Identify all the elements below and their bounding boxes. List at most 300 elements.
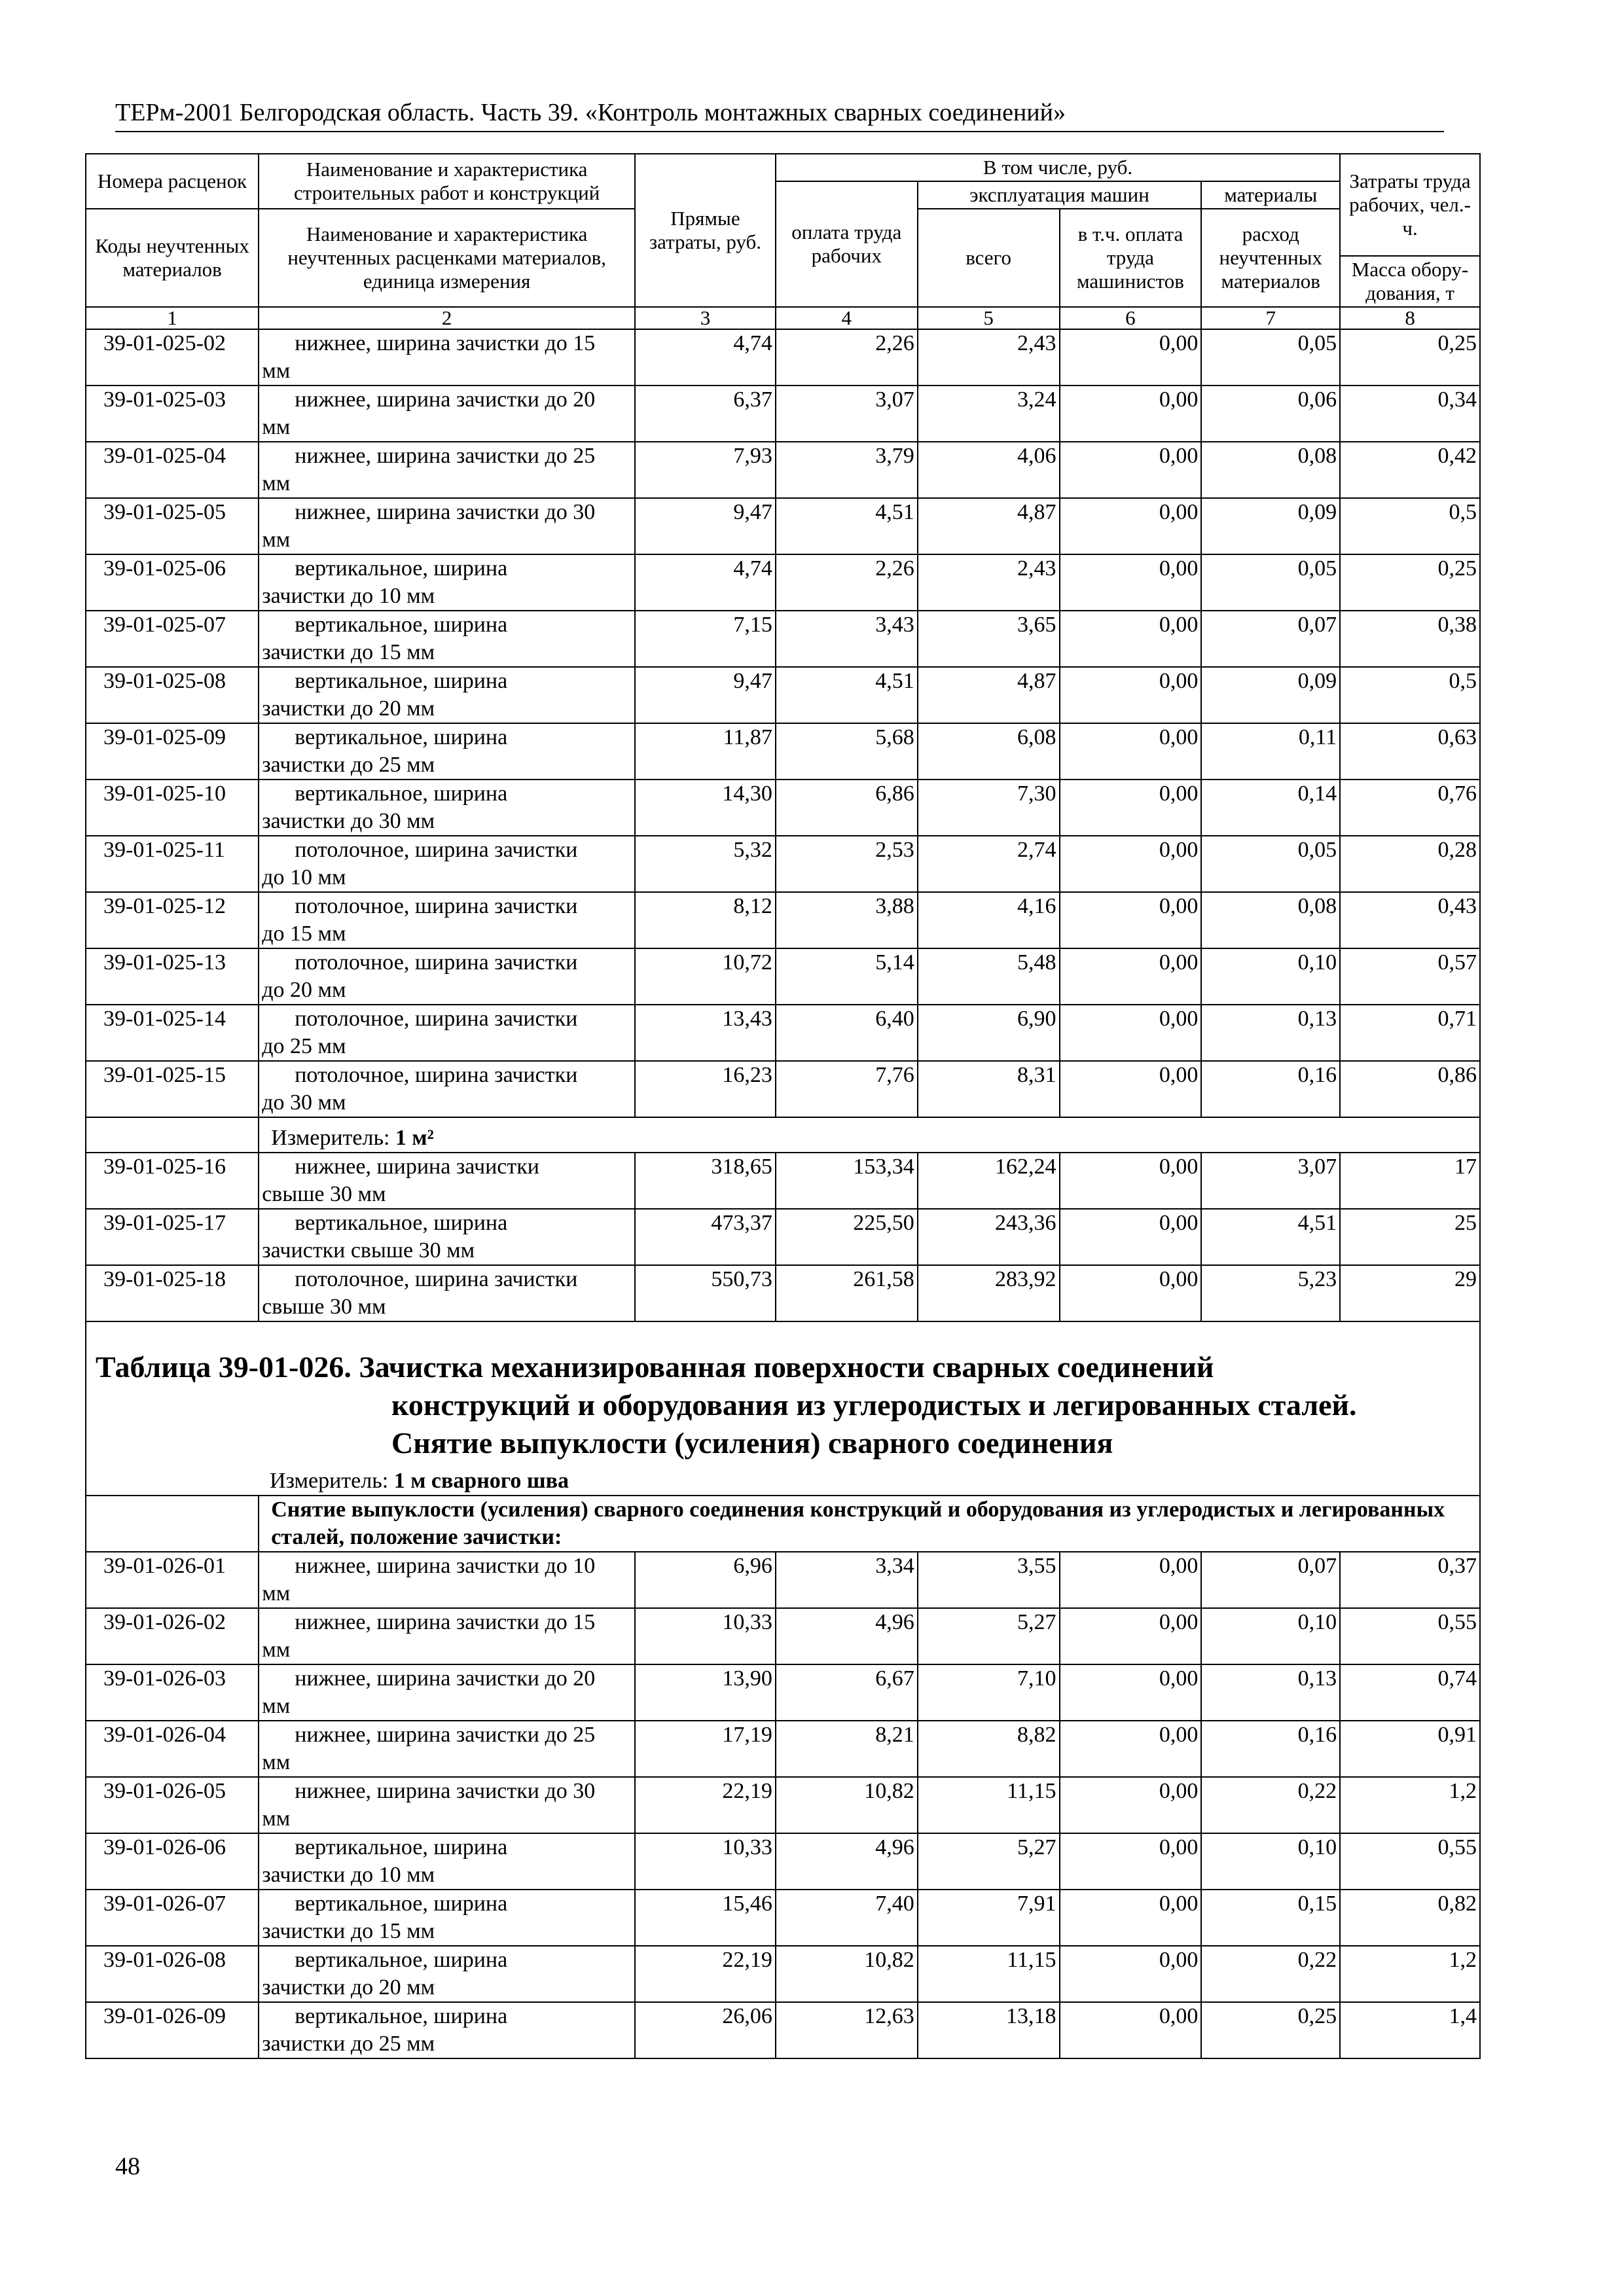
rate-name-line-1: нижнее, ширина зачистки до 20 [295, 387, 596, 412]
rate-code: 39-01-025-10 [86, 780, 259, 836]
rate-name-line-2: зачистки до 15 мм [262, 640, 435, 664]
direct-costs: 4,74 [635, 329, 776, 386]
labor-hours: 0,09 [1201, 667, 1340, 723]
rate-name [259, 329, 635, 386]
labor-hours: 0,07 [1201, 1552, 1340, 1608]
machines-total: 11,15 [918, 1946, 1060, 2002]
rate-name-line-2: свыше 30 мм [262, 1295, 386, 1319]
labor-hours: 4,51 [1201, 1209, 1340, 1265]
direct-costs: 10,33 [635, 1608, 776, 1664]
column-number: 3 [635, 307, 776, 329]
machines-total: 5,27 [918, 1833, 1060, 1890]
meter-label: Измеритель: [271, 1126, 390, 1150]
rate-name [259, 386, 635, 442]
machinist-pay: 0,00 [1060, 1777, 1202, 1833]
machines-total: 11,15 [918, 1777, 1060, 1833]
rate-name-line-1: вертикальное, ширина [295, 669, 508, 693]
labor-hours: 0,05 [1201, 329, 1340, 386]
equipment-mass: 0,74 [1340, 1664, 1480, 1721]
direct-costs: 22,19 [635, 1946, 776, 2002]
rate-name [259, 723, 635, 780]
labor-hours: 0,09 [1201, 498, 1340, 554]
rate-code: 39-01-026-02 [86, 1608, 259, 1664]
worker-pay: 2,26 [776, 554, 918, 611]
labor-hours: 0,05 [1201, 836, 1340, 892]
table-row [86, 1890, 1480, 1946]
rate-name-line-2: мм [262, 1638, 291, 1662]
page-number: 48 [115, 2153, 140, 2180]
worker-pay: 6,86 [776, 780, 918, 836]
worker-pay: 3,43 [776, 611, 918, 667]
machinist-pay: 0,00 [1060, 1721, 1202, 1777]
equipment-mass: 0,34 [1340, 386, 1480, 442]
rate-name-line-2: мм [262, 1581, 291, 1605]
equipment-mass: 0,82 [1340, 1890, 1480, 1946]
rate-name-line-1: вертикальное, ширина [295, 725, 508, 749]
worker-pay: 153,34 [776, 1153, 918, 1209]
meter-unit: 1 м² [395, 1126, 434, 1150]
worker-pay: 6,67 [776, 1664, 918, 1721]
table-row [86, 1664, 1480, 1721]
worker-pay: 12,63 [776, 2002, 918, 2058]
machinist-pay: 0,00 [1060, 1946, 1202, 2002]
table-row [86, 1265, 1480, 1321]
direct-costs: 6,96 [635, 1552, 776, 1608]
table-row [86, 1209, 1480, 1265]
worker-pay: 7,40 [776, 1890, 918, 1946]
equipment-mass: 0,5 [1340, 498, 1480, 554]
rate-name [259, 1777, 635, 1833]
rate-name-line-1: вертикальное, ширина [295, 556, 508, 581]
rate-name-line-2: зачистки до 25 мм [262, 2032, 435, 2056]
labor-hours: 0,13 [1201, 1005, 1340, 1061]
labor-hours: 0,16 [1201, 1061, 1340, 1117]
machinist-pay: 0,00 [1060, 554, 1202, 611]
rate-name-line-1: вертикальное, ширина [295, 2004, 508, 2028]
equipment-mass: 0,57 [1340, 948, 1480, 1005]
rate-name-line-2: мм [262, 1750, 291, 1774]
machines-total: 3,24 [918, 386, 1060, 442]
equipment-mass: 0,28 [1340, 836, 1480, 892]
rate-code: 39-01-025-06 [86, 554, 259, 611]
rate-name-line-1: потолочное, ширина зачистки [295, 1063, 578, 1087]
labor-hours: 0,10 [1201, 1608, 1340, 1664]
table-row [86, 1833, 1480, 1890]
rate-name-line-1: нижнее, ширина зачистки [295, 1155, 539, 1179]
machinist-pay: 0,00 [1060, 1833, 1202, 1890]
direct-costs: 7,93 [635, 442, 776, 498]
rate-name [259, 836, 635, 892]
rate-name-line-1: нижнее, ширина зачистки до 30 [295, 500, 596, 524]
machines-total: 8,31 [918, 1061, 1060, 1117]
column-number: 5 [918, 307, 1060, 329]
rate-code: 39-01-025-09 [86, 723, 259, 780]
direct-costs: 22,19 [635, 1777, 776, 1833]
equipment-mass: 0,37 [1340, 1552, 1480, 1608]
table-row [86, 1153, 1480, 1209]
rate-name-line-2: мм [262, 1806, 291, 1831]
header-machinist-pay: в т.ч. оплата труда машинистов [1060, 209, 1202, 307]
worker-pay: 3,34 [776, 1552, 918, 1608]
machines-total: 4,87 [918, 667, 1060, 723]
direct-costs: 14,30 [635, 780, 776, 836]
machines-total: 13,18 [918, 2002, 1060, 2058]
table-row [86, 1777, 1480, 1833]
header-worker-pay: оплата труда рабочих [776, 181, 918, 307]
labor-hours: 0,08 [1201, 442, 1340, 498]
rate-name-line-1: потолочное, ширина зачистки [295, 950, 578, 975]
worker-pay: 7,76 [776, 1061, 918, 1117]
labor-hours: 0,22 [1201, 1946, 1340, 2002]
column-number: 2 [259, 307, 635, 329]
labor-hours: 0,11 [1201, 723, 1340, 780]
labor-hours: 0,06 [1201, 386, 1340, 442]
header-direct-costs: Прямые затраты, руб. [635, 154, 776, 307]
equipment-mass: 0,43 [1340, 892, 1480, 948]
rate-code: 39-01-026-06 [86, 1833, 259, 1890]
table-row [86, 329, 1480, 386]
direct-costs: 9,47 [635, 498, 776, 554]
machines-total: 8,82 [918, 1721, 1060, 1777]
equipment-mass: 1,2 [1340, 1777, 1480, 1833]
rate-name-line-2: мм [262, 1694, 291, 1718]
equipment-mass: 0,5 [1340, 667, 1480, 723]
labor-hours: 0,07 [1201, 611, 1340, 667]
labor-hours: 5,23 [1201, 1265, 1340, 1321]
rate-code: 39-01-026-08 [86, 1946, 259, 2002]
table-row [86, 554, 1480, 611]
rate-name-line-2: зачистки до 20 мм [262, 696, 435, 721]
direct-costs: 5,32 [635, 836, 776, 892]
rate-name-line-1: вертикальное, ширина [295, 1948, 508, 1972]
meter-026-unit: 1 м сварного шва [393, 1469, 569, 1493]
header-including: В том числе, руб. [776, 154, 1340, 181]
worker-pay: 261,58 [776, 1265, 918, 1321]
rate-name-line-2: мм [262, 415, 291, 439]
header-machines: эксплуатация машин [918, 181, 1202, 209]
table-row [86, 1552, 1480, 1608]
rate-name-line-2: зачистки до 20 мм [262, 1975, 435, 2000]
machines-total: 7,91 [918, 1890, 1060, 1946]
rate-name-line-1: потолочное, ширина зачистки [295, 1267, 578, 1291]
rate-name [259, 1153, 635, 1209]
rate-code: 39-01-025-16 [86, 1153, 259, 1209]
table-row [86, 836, 1480, 892]
rate-code: 39-01-025-04 [86, 442, 259, 498]
direct-costs: 15,46 [635, 1890, 776, 1946]
table-row [86, 948, 1480, 1005]
machinist-pay: 0,00 [1060, 892, 1202, 948]
rate-code: 39-01-025-11 [86, 836, 259, 892]
machines-total: 4,06 [918, 442, 1060, 498]
equipment-mass: 1,4 [1340, 2002, 1480, 2058]
rate-name [259, 554, 635, 611]
worker-pay: 5,14 [776, 948, 918, 1005]
rate-name-line-1: нижнее, ширина зачистки до 10 [295, 1554, 596, 1578]
rate-code: 39-01-026-01 [86, 1552, 259, 1608]
worker-pay: 3,88 [776, 892, 918, 948]
rate-code: 39-01-025-15 [86, 1061, 259, 1117]
machinist-pay: 0,00 [1060, 1890, 1202, 1946]
direct-costs: 10,72 [635, 948, 776, 1005]
worker-pay: 4,96 [776, 1833, 918, 1890]
header-material-codes: Коды неучтенных материалов [86, 209, 259, 307]
direct-costs: 550,73 [635, 1265, 776, 1321]
machinist-pay: 0,00 [1060, 2002, 1202, 2058]
worker-pay: 3,79 [776, 442, 918, 498]
machinist-pay: 0,00 [1060, 1061, 1202, 1117]
rate-name-line-2: до 10 мм [262, 865, 346, 889]
equipment-mass: 0,55 [1340, 1833, 1480, 1890]
worker-pay: 10,82 [776, 1946, 918, 2002]
rows-group-026 [86, 1552, 1480, 2058]
machines-total: 2,43 [918, 329, 1060, 386]
meter-spacer [86, 1117, 259, 1153]
rate-code: 39-01-025-05 [86, 498, 259, 554]
column-number: 4 [776, 307, 918, 329]
rate-name-line-2: свыше 30 мм [262, 1182, 386, 1206]
rate-name [259, 1664, 635, 1721]
rows-group-025-b [86, 1153, 1480, 1321]
page-header: ТЕРм-2001 Белгородская область. Часть 39. «Контроль монтажных сварных соединений» [115, 97, 1444, 132]
machinist-pay: 0,00 [1060, 329, 1202, 386]
rate-code: 39-01-026-05 [86, 1777, 259, 1833]
rate-code: 39-01-025-12 [86, 892, 259, 948]
machinist-pay: 0,00 [1060, 723, 1202, 780]
labor-hours: 0,08 [1201, 892, 1340, 948]
machines-total: 162,24 [918, 1153, 1060, 1209]
machines-total: 3,55 [918, 1552, 1060, 1608]
table-row [86, 1721, 1480, 1777]
rate-code: 39-01-026-03 [86, 1664, 259, 1721]
machinist-pay: 0,00 [1060, 1552, 1202, 1608]
rate-code: 39-01-026-09 [86, 2002, 259, 2058]
machinist-pay: 0,00 [1060, 667, 1202, 723]
equipment-mass: 0,71 [1340, 1005, 1480, 1061]
header-work-name: Наименование и характеристика строительных работ и конструкций [259, 154, 635, 209]
table-row [86, 611, 1480, 667]
machinist-pay: 0,00 [1060, 1153, 1202, 1209]
table-row [86, 723, 1480, 780]
direct-costs: 7,15 [635, 611, 776, 667]
equipment-mass: 0,38 [1340, 611, 1480, 667]
rate-code: 39-01-025-14 [86, 1005, 259, 1061]
machines-total: 7,10 [918, 1664, 1060, 1721]
rate-code: 39-01-025-17 [86, 1209, 259, 1265]
machinist-pay: 0,00 [1060, 498, 1202, 554]
machinist-pay: 0,00 [1060, 386, 1202, 442]
table-row [86, 498, 1480, 554]
worker-pay: 2,26 [776, 329, 918, 386]
machines-total: 7,30 [918, 780, 1060, 836]
direct-costs: 11,87 [635, 723, 776, 780]
meter-026-cell [86, 1462, 1480, 1496]
rate-name-line-2: зачистки свыше 30 мм [262, 1238, 475, 1263]
section-heading: Снятие выпуклости (усиления) сварного соединения конструкций и оборудования из углеродистых и легированных сталей, положение зачистки: [259, 1496, 1480, 1552]
rate-name-line-1: нижнее, ширина зачистки до 15 [295, 1610, 596, 1634]
rate-code: 39-01-025-13 [86, 948, 259, 1005]
rate-code: 39-01-025-03 [86, 386, 259, 442]
machinist-pay: 0,00 [1060, 1209, 1202, 1265]
rate-code: 39-01-026-04 [86, 1721, 259, 1777]
column-number: 8 [1340, 307, 1480, 329]
table-row [86, 2002, 1480, 2058]
machines-total: 4,16 [918, 892, 1060, 948]
worker-pay: 2,53 [776, 836, 918, 892]
rows-group-025-a [86, 329, 1480, 1117]
rate-name [259, 948, 635, 1005]
rate-name [259, 1890, 635, 1946]
rate-name-line-2: до 20 мм [262, 978, 346, 1002]
labor-hours: 0,15 [1201, 1890, 1340, 1946]
column-number: 1 [86, 307, 259, 329]
direct-costs: 4,74 [635, 554, 776, 611]
equipment-mass: 0,25 [1340, 554, 1480, 611]
rate-code: 39-01-025-18 [86, 1265, 259, 1321]
table-row [86, 1005, 1480, 1061]
rate-name-line-2: мм [262, 359, 291, 383]
equipment-mass: 0,55 [1340, 1608, 1480, 1664]
table-title-line-1: Таблица 39-01-026. Зачистка механизированная поверхности сварных соединений [96, 1350, 1214, 1384]
rate-name [259, 1721, 635, 1777]
machinist-pay: 0,00 [1060, 836, 1202, 892]
rate-name-line-1: нижнее, ширина зачистки до 15 [295, 331, 596, 355]
rate-name-line-2: до 25 мм [262, 1034, 346, 1058]
rate-name-line-1: нижнее, ширина зачистки до 30 [295, 1779, 596, 1803]
machines-total: 4,87 [918, 498, 1060, 554]
worker-pay: 6,40 [776, 1005, 918, 1061]
machines-total: 243,36 [918, 1209, 1060, 1265]
header-material-consumption: расход неучтенных материалов [1201, 209, 1340, 307]
rate-name-line-1: нижнее, ширина зачистки до 20 [295, 1666, 596, 1691]
table-title-line-2: конструкций и оборудования из углеродистых и легированных сталей. [391, 1388, 1357, 1422]
rate-name [259, 442, 635, 498]
machinist-pay: 0,00 [1060, 442, 1202, 498]
rate-name-line-2: зачистки до 10 мм [262, 1863, 435, 1887]
table-row [86, 1946, 1480, 2002]
header-material-names: Наименование и характеристика неучтенных расценками материалов, единица измерения [259, 209, 635, 307]
machines-total: 2,43 [918, 554, 1060, 611]
equipment-mass: 0,86 [1340, 1061, 1480, 1117]
rate-code: 39-01-025-07 [86, 611, 259, 667]
machinist-pay: 0,00 [1060, 948, 1202, 1005]
column-number: 6 [1060, 307, 1202, 329]
rate-name-line-1: вертикальное, ширина [295, 1211, 508, 1235]
rate-name [259, 1265, 635, 1321]
table-row [86, 667, 1480, 723]
rate-name-line-2: мм [262, 528, 291, 552]
rates-table [85, 153, 1481, 2059]
machinist-pay: 0,00 [1060, 611, 1202, 667]
labor-hours: 0,22 [1201, 1777, 1340, 1833]
labor-hours: 0,05 [1201, 554, 1340, 611]
machinist-pay: 0,00 [1060, 1265, 1202, 1321]
equipment-mass: 0,91 [1340, 1721, 1480, 1777]
rate-name-line-1: потолочное, ширина зачистки [295, 894, 578, 918]
worker-pay: 8,21 [776, 1721, 918, 1777]
table-row [86, 892, 1480, 948]
rate-name [259, 1833, 635, 1890]
labor-hours: 0,10 [1201, 948, 1340, 1005]
rate-name-line-2: мм [262, 471, 291, 495]
rate-name-line-1: нижнее, ширина зачистки до 25 [295, 1723, 596, 1747]
table-row [86, 1061, 1480, 1117]
equipment-mass: 1,2 [1340, 1946, 1480, 2002]
labor-hours: 0,10 [1201, 1833, 1340, 1890]
labor-hours: 3,07 [1201, 1153, 1340, 1209]
direct-costs: 6,37 [635, 386, 776, 442]
worker-pay: 4,51 [776, 498, 918, 554]
worker-pay: 225,50 [776, 1209, 918, 1265]
rate-name [259, 1209, 635, 1265]
table-row [86, 780, 1480, 836]
rate-name-line-2: зачистки до 15 мм [262, 1919, 435, 1943]
machinist-pay: 0,00 [1060, 1664, 1202, 1721]
rate-name [259, 892, 635, 948]
header-equipment-mass: Масса обору-дования, т [1340, 256, 1480, 307]
direct-costs: 16,23 [635, 1061, 776, 1117]
labor-hours: 0,16 [1201, 1721, 1340, 1777]
machines-total: 5,27 [918, 1608, 1060, 1664]
direct-costs: 10,33 [635, 1833, 776, 1890]
rate-name [259, 1061, 635, 1117]
rate-name-line-1: вертикальное, ширина [295, 1892, 508, 1916]
machines-total: 283,92 [918, 1265, 1060, 1321]
direct-costs: 473,37 [635, 1209, 776, 1265]
direct-costs: 13,90 [635, 1664, 776, 1721]
direct-costs: 13,43 [635, 1005, 776, 1061]
labor-hours: 0,13 [1201, 1664, 1340, 1721]
section-spacer [86, 1496, 259, 1552]
column-numbers-row [86, 307, 1480, 329]
rate-name [259, 1608, 635, 1664]
rate-code: 39-01-025-02 [86, 329, 259, 386]
rate-name [259, 1005, 635, 1061]
machinist-pay: 0,00 [1060, 1608, 1202, 1664]
rate-name [259, 2002, 635, 2058]
rate-name [259, 1946, 635, 2002]
labor-hours: 0,25 [1201, 2002, 1340, 2058]
header-materials: материалы [1201, 181, 1340, 209]
labor-hours: 0,14 [1201, 780, 1340, 836]
equipment-mass: 0,42 [1340, 442, 1480, 498]
meter-026-label: Измеритель: [270, 1469, 389, 1493]
machines-total: 6,90 [918, 1005, 1060, 1061]
rate-name [259, 780, 635, 836]
header-machines-total: всего [918, 209, 1060, 307]
table-row [86, 386, 1480, 442]
machines-total: 2,74 [918, 836, 1060, 892]
equipment-mass: 25 [1340, 1209, 1480, 1265]
table-row [86, 442, 1480, 498]
rate-name-line-1: вертикальное, ширина [295, 1835, 508, 1859]
rate-name-line-2: до 30 мм [262, 1090, 346, 1115]
worker-pay: 4,96 [776, 1608, 918, 1664]
rate-name [259, 611, 635, 667]
direct-costs: 318,65 [635, 1153, 776, 1209]
direct-costs: 26,06 [635, 2002, 776, 2058]
rate-name-line-2: до 15 мм [262, 922, 346, 946]
worker-pay: 3,07 [776, 386, 918, 442]
worker-pay: 4,51 [776, 667, 918, 723]
table-026-title [86, 1321, 1480, 1462]
rate-name [259, 1552, 635, 1608]
machines-total: 6,08 [918, 723, 1060, 780]
rate-name-line-1: потолочное, ширина зачистки [295, 1007, 578, 1031]
table-title-line-3: Снятие выпуклости (усиления) сварного соединения [391, 1426, 1113, 1460]
header-rate-numbers: Номера расценок [86, 154, 259, 209]
rate-name-line-1: нижнее, ширина зачистки до 25 [295, 444, 596, 468]
